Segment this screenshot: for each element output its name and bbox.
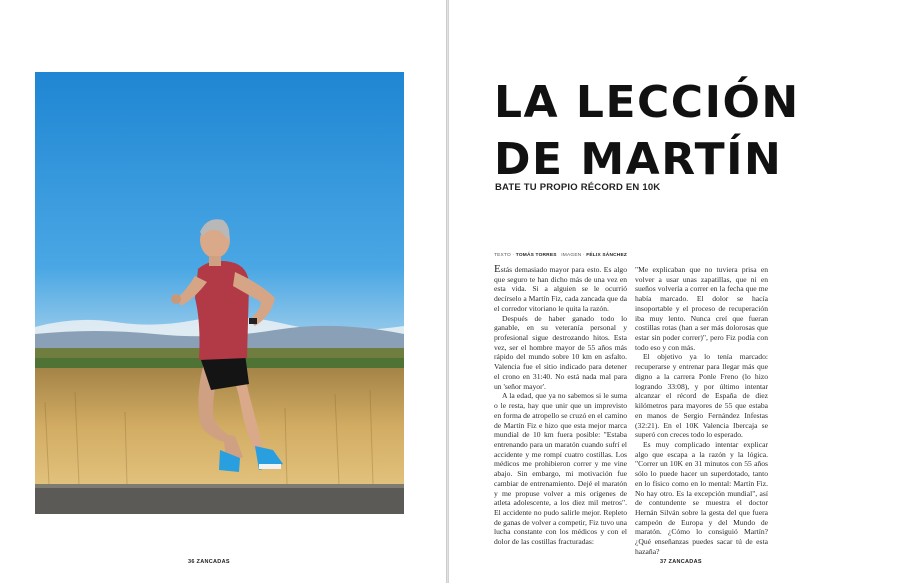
runner-photo [35, 72, 404, 514]
body-column-1 [494, 265, 627, 547]
body-paragraph: Después de haber ganado todo lo ganable, en su veteranía personal y profesional sigue destrozando hitos. Esta vez, ser el hombre mayor de 55 años más rápido del mundo sobre 10 km en asfalto. Valencia fue el sitio indicado para detener el crono en 31:40. No está nada mal para un 'señor mayor'. [494, 313, 627, 391]
title-line-1: LA LECCIÓN [494, 77, 800, 128]
image-credit-label: IMAGEN · [561, 253, 585, 258]
body-paragraph: A la edad, que ya no sabemos si le suma o le resta, hay que unir que un imprevisto en forma de atropello se cruzó en el camino de Martín Fiz e hizo que esta mejor marca mundial de 10 km fuera posible: "Estaba entrenando para un maratón cuando sufrí el accidente y me rompí cuatro costillas. Los médicos me prohibieron correr y me vine abajo. Sin embargo, mi motivación fue cambiar de entrenamiento. Dejé el maratón y me propuse volver a mis orígenes de atleta adolescente, a los diez mil metros". El accidente no pudo salirle mejor. Repleto de ganas de volver a competir, Fiz tuvo una lucha constante con los médicos y con el dolor de las costillas fracturadas: [494, 391, 627, 547]
body-paragraph: Es muy complicado intentar explicar algo que escapa a la razón y la lógica. "Correr un 10K en 31 minutos con 55 años sólo lo puede hacer un superdotado, tanto en lo físico como en lo mental: Martín Fiz. No hay otro. Es la excepción mundial", así de contundente se muestra el doctor Hernán Silván sobre la gesta del que fuera campeón de Europa y del Mundo de maratón. ¿Cómo lo consiguió Martín? ¿Qué enseñanzas puedes sacar tú de esta hazaña? [635, 439, 768, 556]
article-title [494, 74, 800, 188]
text-credit-author: TOMÁS TORRES [515, 253, 557, 258]
text-credit-label: TEXTO · [494, 253, 515, 258]
article-subtitle: BATE TU PROPIO RÉCORD EN 10K [495, 182, 661, 193]
page-number-left: 36 ZANCADAS [188, 559, 230, 565]
body-paragraph: El objetivo ya lo tenía marcado: recuperarse y entrenar para llegar más que digno a la carrera Ponle Freno (lo hizo logrando 33:08), y por último intentar alcanzar el récord de España de diez kilómetros para mayores de 55 que estaba en manos de Sergio Fernández Infestas (32:21). En el 10K Valencia Ibercaja se superó con creces todo lo esperado. [635, 352, 768, 440]
image-credit-author: FÉLIX SÁNCHEZ [586, 253, 627, 258]
title-line-2: DE MARTÍN [494, 134, 783, 185]
body-paragraph: "Me explicaban que no tuviera prisa en volver a usar unas zapatillas, que ni en sueños volvería a correr en la fecha que me había marcado. El dolor se hacía insoportable y el proceso de recuperación iba muy lento. Nunca creí que fueran costillas rotas (han a ser más dolorosas que estar sin poder correr)", pero Fiz podía con todo eso y con más. [635, 265, 768, 352]
right-page [449, 0, 897, 583]
left-page [0, 0, 446, 583]
page-number-right: 37 ZANCADAS [660, 559, 702, 565]
body-paragraph: Estás demasiado mayor para esto. Es algo que seguro te han dicho más de una vez en esta vida. Si a alguien se le ocurrió decírselo a Martín Fiz, cada zancada que da el corredor vitoriano le quita la razón. [494, 263, 627, 313]
body-column-2 [635, 265, 768, 557]
byline [494, 253, 627, 258]
